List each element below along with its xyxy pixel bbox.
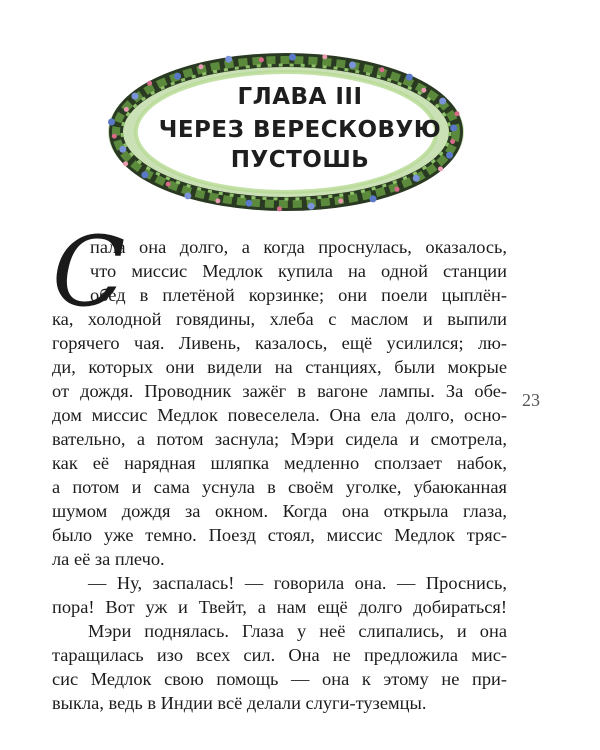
text-line: горячего чая. Ливень, казалось, ещё усилился; лю- [52,333,507,353]
text-line: пала она долго, а когда проснулась, оказалось, [90,237,507,257]
flower-decoration [289,54,296,61]
chapter-title-line-2: ПУСТОШЬ [230,147,370,173]
flower-decoration [184,192,191,199]
text-line: было уже темно. Поезд стоял, миссис Медлок тряс- [52,525,507,545]
text-line: как её нарядная шляпка медленно сползает набок, [52,453,507,473]
text-line: сис Медлок свою помощь — она к этому не при- [52,669,507,689]
text-line: что миссис Медлок купила на одной станции [90,261,507,281]
chapter-number: ГЛАВА III [237,84,363,110]
text-line: — Ну, заспалась! — говорила она. — Проснись, [88,573,507,593]
flower-decoration [259,57,264,62]
flower-decoration [413,175,420,182]
flower-decoration [455,111,460,116]
text-line: ди, которых они видели на станциях, были мокрые [52,357,507,377]
text-line: пора! Вот уж и Твейт, а нам ещё долго добираться! [52,597,507,617]
text-line: шумом дождя за окном. Когда она открыла глаза, [52,501,507,521]
text-line: от дождя. Проводник зажёг в вагоне лампы. За обе- [52,381,507,401]
flower-decoration [338,199,343,204]
text-line: а потом и сама уснула в своём уголке, убаюканная [52,477,507,497]
text-line: Мэри поднялась. Глаза у неё слипались, и она [88,621,507,641]
text-line: таращилась изо всех сил. Она не предложила мис- [52,645,507,665]
flower-decoration [199,64,204,69]
chapter-title-line-1: ЧЕРЕЗ ВЕРЕСКОВУЮ [158,117,442,143]
flower-decoration [277,206,282,211]
text-line: выкла, ведь в Индии всё делали слуги-туземцы. [52,693,427,713]
flower-decoration [174,73,181,80]
text-line: вательно, а потом заснула; Мэри сидела и смотрела, [52,429,507,449]
flower-decoration [395,187,400,192]
flower-decoration [380,67,385,72]
flower-decoration [166,182,171,187]
flower-decoration [349,62,356,69]
flower-decoration [322,54,327,59]
flower-decoration [215,198,220,203]
flower-decoration [406,74,413,81]
text-line: ла её за плечо. [52,549,165,569]
flower-decoration [245,200,252,207]
drop-cap-letter: С [52,216,126,328]
flower-decoration [370,195,377,202]
text-line: дом миссис Медлок повеселела. Она ела долго, осно- [52,405,507,425]
text-line: ка, холодной говядины, хлеба с маслом и выпили [52,309,507,329]
text-line: обед в плетёной корзинке; они поели цыплён- [90,285,507,305]
flower-decoration [225,56,232,63]
page-number: 23 [522,390,540,410]
flower-decoration [308,203,315,210]
